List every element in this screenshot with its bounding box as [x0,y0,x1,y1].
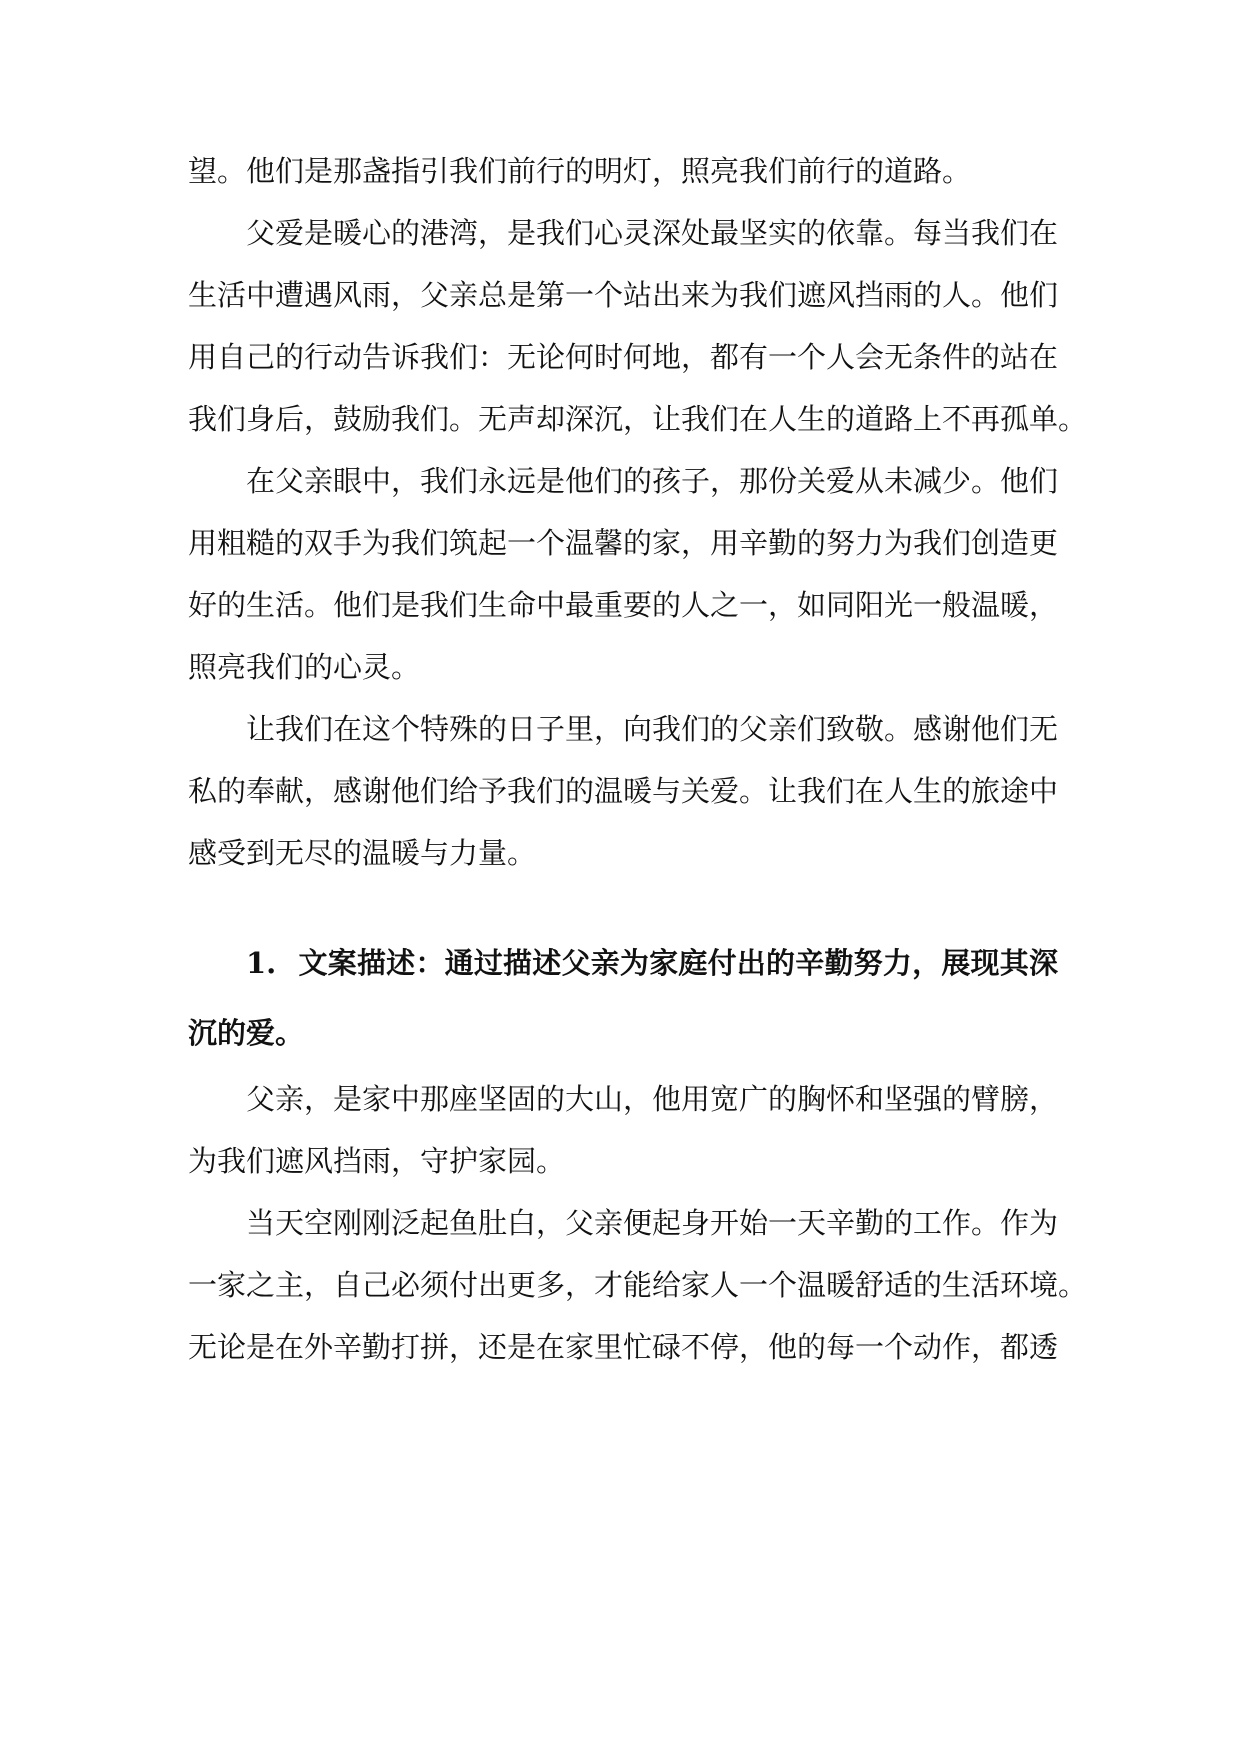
paragraph-line: 父爱是暖心的港湾，是我们心灵深处最坚实的依靠。每当我们在 [246,216,1059,250]
paragraph-line: 用粗糙的双手为我们筑起一个温馨的家，用辛勤的努力为我们创造更 [188,526,1059,560]
paragraph-line: 生活中遭遇风雨，父亲总是第一个站出来为我们遮风挡雨的人。他们 [188,278,1059,312]
paragraph-line: 好的生活。他们是我们生命中最重要的人之一，如同阳光一般温暖， [188,588,1059,622]
paragraph-line: 望。他们是那盏指引我们前行的明灯，照亮我们前行的道路。 [188,154,972,188]
section-heading-continued: 沉的爱。 [188,1016,305,1050]
paragraph-line: 我们身后，鼓励我们。无声却深沉，让我们在人生的道路上不再孤单。 [188,402,1088,436]
document-body [188,140,1088,1378]
paragraph-line: 一家之主，自己必须付出更多，才能给家人一个温暖舒适的生活环境。 [188,1268,1088,1302]
heading-text: 文案描述：通过描述父亲为家庭付出的辛勤努力，展现其深 [298,946,1058,980]
paragraph-line: 感受到无尽的温暖与力量。 [188,836,537,870]
heading-number: 1. [246,946,277,980]
paragraph-line: 私的奉献，感谢他们给予我们的温暖与关爱。让我们在人生的旅途中 [188,774,1059,808]
paragraph-line: 让我们在这个特殊的日子里，向我们的父亲们致敬。感谢他们无 [246,712,1059,746]
paragraph-line: 当天空刚刚泛起鱼肚白，父亲便起身开始一天辛勤的工作。作为 [246,1206,1059,1240]
paragraph-line: 用自己的行动告诉我们：无论何时何地，都有一个人会无条件的站在 [188,340,1059,374]
section-heading [188,928,1058,998]
paragraph-line: 照亮我们的心灵。 [188,650,421,684]
paragraph-line: 无论是在外辛勤打拼，还是在家里忙碌不停，他的每一个动作，都透 [188,1330,1059,1364]
paragraph-line: 在父亲眼中，我们永远是他们的孩子，那份关爱从未减少。他们 [246,464,1059,498]
section-gap [188,884,1058,928]
paragraph-line: 父亲，是家中那座坚固的大山，他用宽广的胸怀和坚强的臂膀， [246,1082,1059,1116]
paragraph-line: 为我们遮风挡雨，守护家园。 [188,1144,566,1178]
